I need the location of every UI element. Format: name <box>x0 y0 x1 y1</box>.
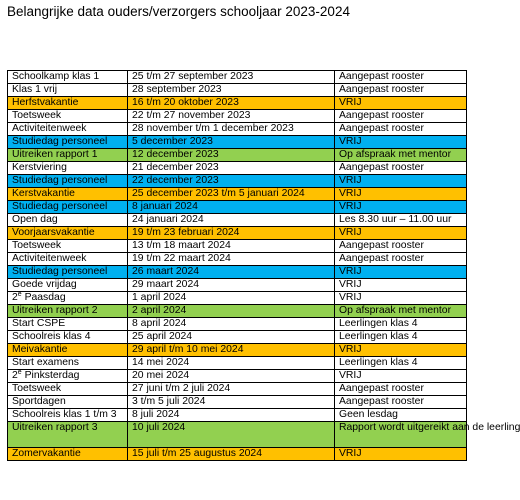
table-row <box>8 409 467 422</box>
event-cell: Meivakantie <box>8 344 128 357</box>
event-cell: Sportdagen <box>8 396 128 409</box>
table-row <box>8 214 467 227</box>
date-cell: 21 december 2023 <box>128 162 335 175</box>
note-cell: Aangepast rooster <box>335 71 467 84</box>
table-row <box>8 253 467 266</box>
date-cell: 8 juli 2024 <box>128 409 335 422</box>
event-cell: Studiedag personeel <box>8 136 128 149</box>
date-cell: 29 april t/m 10 mei 2024 <box>128 344 335 357</box>
note-cell: Aangepast rooster <box>335 253 467 266</box>
date-cell: 24 januari 2024 <box>128 214 335 227</box>
table-row <box>8 279 467 292</box>
note-cell: VRIJ <box>335 344 467 357</box>
event-cell: Kerstviering <box>8 162 128 175</box>
note-cell: Aangepast rooster <box>335 162 467 175</box>
date-cell: 25 t/m 27 september 2023 <box>128 71 335 84</box>
table-row <box>8 448 467 461</box>
event-cell: 2e Paasdag <box>8 292 128 305</box>
table-row <box>8 71 467 84</box>
event-cell: Open dag <box>8 214 128 227</box>
note-cell: Aangepast rooster <box>335 123 467 136</box>
note-cell: Aangepast rooster <box>335 396 467 409</box>
note-cell: VRIJ <box>335 266 467 279</box>
date-cell: 16 t/m 20 oktober 2023 <box>128 97 335 110</box>
event-cell: Uitreiken rapport 2 <box>8 305 128 318</box>
event-cell: Studiedag personeel <box>8 266 128 279</box>
note-cell: VRIJ <box>335 292 467 305</box>
table-row <box>8 84 467 97</box>
table-row <box>8 240 467 253</box>
event-cell: Schoolreis klas 1 t/m 3 <box>8 409 128 422</box>
table-row <box>8 188 467 201</box>
event-cell: Klas 1 vrij <box>8 84 128 97</box>
date-cell: 14 mei 2024 <box>128 357 335 370</box>
date-cell: 22 t/m 27 november 2023 <box>128 110 335 123</box>
date-cell: 10 juli 2024 <box>128 422 335 448</box>
date-cell: 5 december 2023 <box>128 136 335 149</box>
table-row <box>8 201 467 214</box>
event-cell: Toetsweek <box>8 240 128 253</box>
table-row <box>8 175 467 188</box>
note-cell: Aangepast rooster <box>335 383 467 396</box>
date-cell: 25 april 2024 <box>128 331 335 344</box>
note-cell: Aangepast rooster <box>335 240 467 253</box>
date-cell: 8 januari 2024 <box>128 201 335 214</box>
event-cell: Toetsweek <box>8 110 128 123</box>
event-cell: Herfstvakantie <box>8 97 128 110</box>
note-cell: VRIJ <box>335 97 467 110</box>
note-cell: VRIJ <box>335 448 467 461</box>
note-cell: VRIJ <box>335 370 467 383</box>
note-cell: VRIJ <box>335 188 467 201</box>
page-title: Belangrijke data ouders/verzorgers schooljaar 2023-2024 <box>7 4 350 19</box>
event-cell: Kerstvakantie <box>8 188 128 201</box>
date-cell: 1 april 2024 <box>128 292 335 305</box>
table-row <box>8 162 467 175</box>
note-cell: VRIJ <box>335 279 467 292</box>
table-row <box>8 305 467 318</box>
date-cell: 2 april 2024 <box>128 305 335 318</box>
note-cell: Op afspraak met mentor <box>335 305 467 318</box>
table-row <box>8 396 467 409</box>
table-row <box>8 344 467 357</box>
event-cell: Goede vrijdag <box>8 279 128 292</box>
date-cell: 19 t/m 22 maart 2024 <box>128 253 335 266</box>
event-cell: Schoolreis klas 4 <box>8 331 128 344</box>
table-row <box>8 383 467 396</box>
note-cell: Aangepast rooster <box>335 84 467 97</box>
date-cell: 15 juli t/m 25 augustus 2024 <box>128 448 335 461</box>
event-cell: Start examens <box>8 357 128 370</box>
date-cell: 28 september 2023 <box>128 84 335 97</box>
note-cell: Op afspraak met mentor <box>335 149 467 162</box>
note-cell: Leerlingen klas 4 <box>335 331 467 344</box>
event-cell: Studiedag personeel <box>8 201 128 214</box>
table-row <box>8 97 467 110</box>
table-row <box>8 227 467 240</box>
event-cell: Activiteitenweek <box>8 253 128 266</box>
note-cell: VRIJ <box>335 201 467 214</box>
date-cell: 27 juni t/m 2 juli 2024 <box>128 383 335 396</box>
date-cell: 26 maart 2024 <box>128 266 335 279</box>
table-row <box>8 110 467 123</box>
date-cell: 3 t/m 5 juli 2024 <box>128 396 335 409</box>
note-cell: Les 8.30 uur – 11.00 uur <box>335 214 467 227</box>
note-cell: VRIJ <box>335 227 467 240</box>
event-cell: Studiedag personeel <box>8 175 128 188</box>
event-cell: Start CSPE <box>8 318 128 331</box>
table-row <box>8 370 467 383</box>
table-row <box>8 422 467 448</box>
schedule-table <box>7 70 520 461</box>
note-cell: Rapport wordt uitgereikt aan de leerling <box>335 422 467 448</box>
table-row <box>8 149 467 162</box>
date-cell: 25 december 2023 t/m 5 januari 2024 <box>128 188 335 201</box>
date-cell: 13 t/m 18 maart 2024 <box>128 240 335 253</box>
date-cell: 12 december 2023 <box>128 149 335 162</box>
note-cell: Leerlingen klas 4 <box>335 357 467 370</box>
event-cell: Uitreiken rapport 1 <box>8 149 128 162</box>
date-cell: 28 november t/m 1 december 2023 <box>128 123 335 136</box>
date-cell: 19 t/m 23 februari 2024 <box>128 227 335 240</box>
event-cell: Toetsweek <box>8 383 128 396</box>
table-row <box>8 292 467 305</box>
note-cell: VRIJ <box>335 175 467 188</box>
event-cell: Voorjaarsvakantie <box>8 227 128 240</box>
date-cell: 22 december 2023 <box>128 175 335 188</box>
note-cell: Leerlingen klas 4 <box>335 318 467 331</box>
event-cell: Schoolkamp klas 1 <box>8 71 128 84</box>
note-cell: Aangepast rooster <box>335 110 467 123</box>
note-cell: Geen lesdag <box>335 409 467 422</box>
table-row <box>8 331 467 344</box>
note-cell: VRIJ <box>335 136 467 149</box>
event-cell: 2e Pinksterdag <box>8 370 128 383</box>
date-cell: 8 april 2024 <box>128 318 335 331</box>
table-row <box>8 318 467 331</box>
date-cell: 29 maart 2024 <box>128 279 335 292</box>
table-row <box>8 357 467 370</box>
schedule-table-body <box>8 71 520 461</box>
event-cell: Uitreiken rapport 3 <box>8 422 128 448</box>
date-cell: 20 mei 2024 <box>128 370 335 383</box>
event-cell: Activiteitenweek <box>8 123 128 136</box>
table-row <box>8 123 467 136</box>
table-row <box>8 266 467 279</box>
event-cell: Zomervakantie <box>8 448 128 461</box>
table-row <box>8 136 467 149</box>
